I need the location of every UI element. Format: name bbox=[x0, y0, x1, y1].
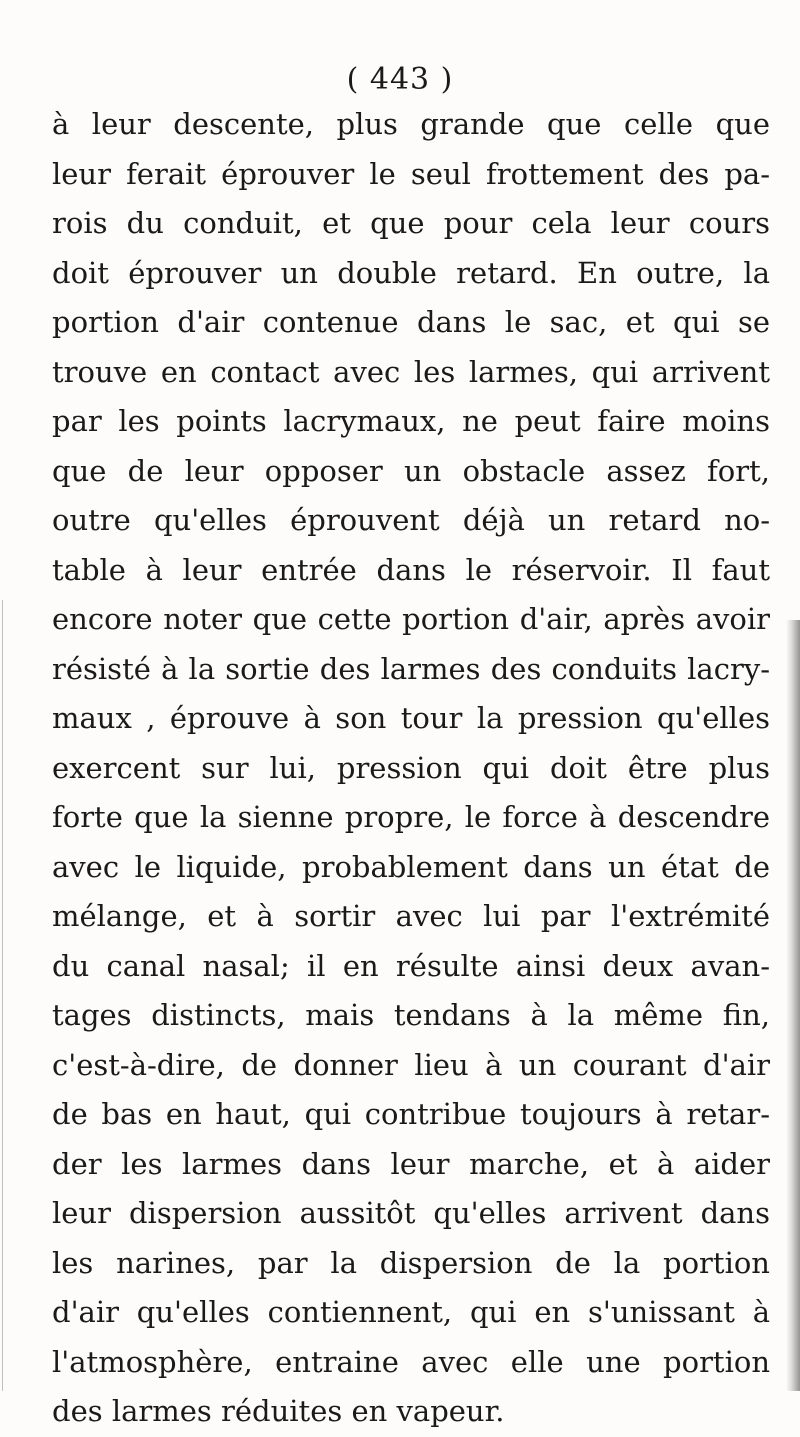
text-line: forte que la sienne propre, le force à descendre bbox=[52, 800, 770, 834]
text-line: avec le liquide, probablement dans un état de bbox=[52, 849, 770, 884]
text-line: outre qu'elles éprouvent déjà un retard no- bbox=[52, 503, 770, 537]
text-line: leur ferait éprouver le seul frottement des pa- bbox=[52, 156, 770, 191]
page-number: ( 443 ) bbox=[346, 62, 454, 97]
text-line-last: des larmes réduites en vapeur. bbox=[52, 1394, 505, 1428]
text-line: doit éprouver un double retard. En outre, la bbox=[52, 255, 770, 290]
text-line: encore noter que cette portion d'air, après avoir bbox=[52, 602, 770, 636]
text-line: à leur descente, plus grande que celle que bbox=[52, 107, 770, 141]
text-line: l'atmosphère, entraine avec elle une portion bbox=[52, 1344, 770, 1379]
text-line: maux , éprouve à son tour la pression qu'elles bbox=[52, 701, 770, 735]
text-line: du canal nasal; il en résulte ainsi deux avan- bbox=[52, 948, 770, 983]
text-line: les narines, par la dispersion de la portion bbox=[52, 1245, 770, 1280]
text-line: résisté à la sortie des larmes des conduits lacry- bbox=[52, 651, 770, 686]
page-edge-right bbox=[786, 620, 800, 1391]
text-line: exercent sur lui, pression qui doit être plus bbox=[52, 750, 770, 785]
text-line: trouve en contact avec les larmes, qui arrivent bbox=[52, 354, 770, 389]
text-line: de bas en haut, qui contribue toujours à retar- bbox=[52, 1097, 770, 1131]
text-line: par les points lacrymaux, ne peut faire moins bbox=[52, 404, 770, 438]
text-line: der les larmes dans leur marche, et à aider bbox=[52, 1146, 770, 1181]
text-line: que de leur opposer un obstacle assez fort, bbox=[52, 453, 770, 488]
body-text bbox=[52, 100, 770, 1437]
text-line: leur dispersion aussitôt qu'elles arrivent dans bbox=[52, 1196, 770, 1230]
text-line: mélange, et à sortir avec lui par l'extrémité bbox=[52, 899, 770, 933]
page-edge-left bbox=[2, 600, 3, 1391]
text-line: rois du conduit, et que pour cela leur cours bbox=[52, 206, 770, 240]
text-line: table à leur entrée dans le réservoir. Il faut bbox=[52, 552, 770, 587]
text-line: d'air qu'elles contiennent, qui en s'unissant à bbox=[52, 1295, 770, 1329]
text-line: c'est-à-dire, de donner lieu à un courant d'air bbox=[52, 1047, 770, 1082]
text-line: portion d'air contenue dans le sac, et qui se bbox=[52, 305, 770, 339]
text-line: tages distincts, mais tendans à la même fin, bbox=[52, 998, 770, 1032]
